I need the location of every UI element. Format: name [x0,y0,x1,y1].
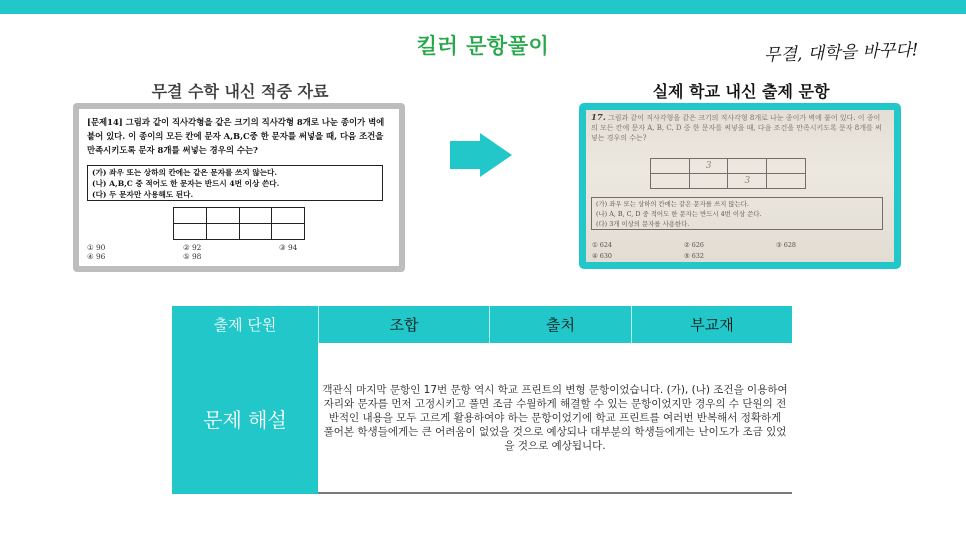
arrow-right-icon [450,133,512,177]
mugyeol-material-image [73,103,405,272]
condition-item: (나) A,B,C 중 적어도 한 문자는 반드시 4번 이상 쓴다. [92,179,280,188]
answer-choice: ⑤ 98 [183,252,202,261]
school-exam-image [579,103,901,269]
explanation-cell [318,343,792,494]
grid-mark: 3 [689,159,728,174]
condition-item: (다) 3개 이상의 문자를 사용한다. [596,220,690,228]
question-number: 17. [591,113,606,123]
answer-choice: ⑤ 632 [684,252,704,260]
answer-choice: ④ 96 [87,252,106,261]
header-source-label: 출처 [489,306,631,343]
header-unit-label: 출제 단원 [172,306,318,343]
answer-choice: ① 90 [87,243,106,252]
condition-item: (가) 좌우 또는 상하의 칸에는 같은 문자를 쓰지 않는다. [596,200,749,208]
exam-question-body: 그림과 같이 직사각형을 같은 크기의 직사각형 8개로 나눈 종이가 벽에 붙어 있다. 이 종이의 모든 칸에 문자 A, B, C, D 중 한 문자를 써넣을 때, 다음 조건을 만족시키도록 문자 8개를 써넣는 경우의 수는? [591,114,882,142]
grid-mark: 3 [728,174,767,189]
condition-item: (가) 좌우 또는 상하의 칸에는 같은 문자를 쓰지 않는다. [92,168,278,177]
condition-item: (다) 두 문자만 사용해도 된다. [92,190,194,199]
mugyeol-question-sheet [79,109,399,266]
answer-choice: ② 92 [183,243,202,252]
explanation-text: 객관식 마지막 문항인 17번 문항 역시 학교 프린트의 변형 문항이었습니다. (가), (나) 조건을 이용하여 자리와 문자를 먼저 고정시키고 풀면 조금 수월하게 해결할 수 있는 문항이었지만 경우의 수 단원의 전반적인 내용을 모두 고르게 활용하여야 하는 문항이었기에 학교 프린트를 여러번 반복해서 정확하게 풀어본 학생들에게는 큰 어려움이 없었을 것으로 예상되나 대부분의 학생들에게는 난이도가 조금 있었을 것으로 예상됩니다. [322,383,788,452]
rectangle-grid [173,207,305,240]
header-source-value: 부교재 [631,306,792,343]
answer-choice: ③ 628 [776,241,796,249]
explanation-table [172,306,792,494]
conditions-box [87,165,383,201]
question-text: [문제14] 그림과 같이 직사각형을 같은 크기의 직사각형 8개로 나눈 종이가 벽에 붙어 있다. 이 종이의 모든 칸에 문자 A,B,C중 한 문자를 써넣을 때, 다음 조건을 만족시키도록 문자 8개를 써넣는 경우의 수는? [87,117,385,155]
answer-choices [87,243,387,261]
school-exam-photo [586,110,894,262]
header-unit-value: 조합 [318,306,489,343]
exam-question-text [591,113,887,143]
top-accent-bar [0,0,966,14]
exam-answer-choices [592,240,888,262]
condition-item: (나) A, B, C, D 중 적어도 한 문자는 반드시 4번 이상 쓴다. [596,210,762,218]
exam-conditions-box [591,197,883,230]
page-title: 킬러 문항풀이 [416,34,550,58]
answer-choice: ① 624 [592,241,612,249]
right-panel-caption: 실제 학교 내신 출제 문항 [652,82,830,101]
answer-choice: ③ 94 [279,243,298,252]
answer-choice: ② 626 [684,241,704,249]
left-panel-caption: 무결 수학 내신 적중 자료 [151,82,329,101]
exam-rectangle-grid [650,158,806,189]
brand-slogan: 무결, 대학을 바꾸다! [763,40,919,66]
row-label-explanation: 문제 해설 [172,343,318,494]
answer-choice: ④ 630 [592,252,612,260]
